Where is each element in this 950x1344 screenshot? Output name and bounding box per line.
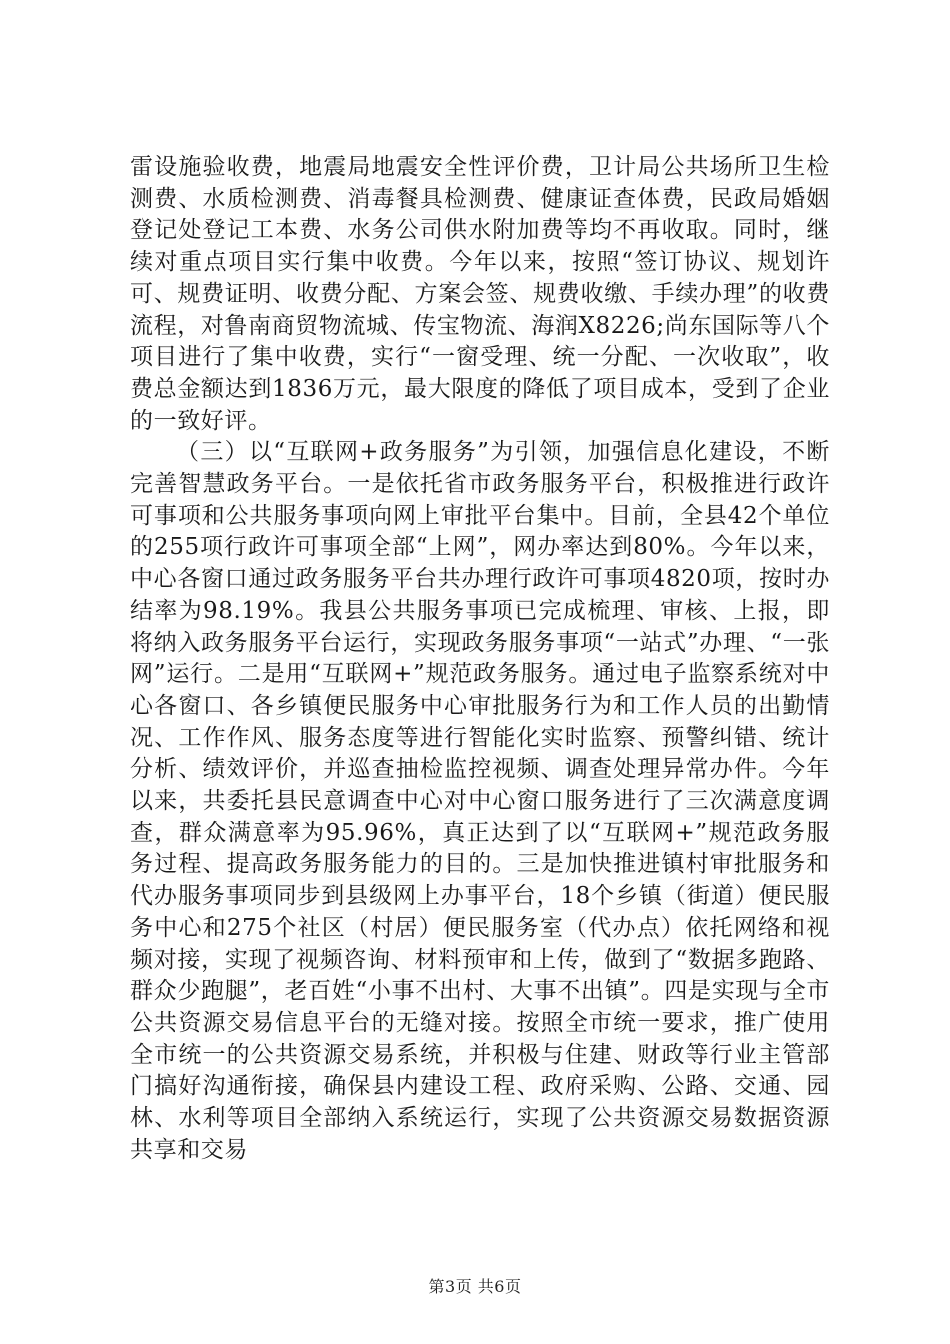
paragraph-fee-collection: 雷设施验收费，地震局地震安全性评价费，卫计局公共场所卫生检测费、水质检测费、消毒餐具检测费、健康证查体费，民政局婚姻登记处登记工本费、水务公司供水附加费等均不再收取。同时，继续对重点项目实行集中收费。今年以来，按照“签订协议、规划许可、规费证明、收费分配、方案会签、规费收缴、手续办理”的收费流程，对鲁南商贸物流城、传宝物流、海润X8226;尚东国际等八个项目进行了集中收费，实行“一窗受理、统一分配、一次收取”，收费总金额达到1836万元，最大限度的降低了项目成本，受到了企业的一致好评。 <box>130 154 830 434</box>
page-footer: 第3页 共6页 <box>428 1277 522 1296</box>
body-text <box>130 152 830 1167</box>
paragraph-internet-government-services: （三）以“互联网+政务服务”为引领，加强信息化建设，不断完善智慧政务平台。一是依托省市政务服务平台，积极推进行政许可事项和公共服务事项向网上审批平台集中。目前，全县42个单位的255项行政许可事项全部“上网”，网办率达到80%。今年以来，中心各窗口通过政务服务平台共办理行政许可事项4820项，按时办结率为98.19%。我县公共服务事项已完成梳理、审核、上报，即将纳入政务服务平台运行，实现政务服务事项“一站式”办理、“一张网”运行。二是用“互联网+”规范政务服务。通过电子监察系统对中心各窗口、各乡镇便民服务中心审批服务行为和工作人员的出勤情况、工作作风、服务态度等进行智能化实时监察、预警纠错、统计分析、绩效评价，并巡查抽检监控视频、调查处理异常办件。今年以来，共委托县民意调查中心对中心窗口服务进行了三次满意度调查，群众满意率为95.96%，真正达到了以“互联网+”规范政务服务过程、提高政务服务能力的目的。三是加快推进镇村审批服务和代办服务事项同步到县级网上办事平台，18个乡镇（街道）便民服务中心和275个社区（村居）便民服务室（代办点）依托网络和视频对接，实现了视频咨询、材料预审和上传，做到了“数据多跑路、群众少跑腿”，老百姓“小事不出村、大事不出镇”。四是实现与全市公共资源交易信息平台的无缝对接。按照全市统一要求，推广使用全市统一的公共资源交易系统，并积极与住建、财政等行业主管部门搞好沟通衔接，确保县内建设工程、政府采购、公路、交通、园林、水利等项目全部纳入系统运行，实现了公共资源交易数据资源共享和交易 <box>130 439 830 1163</box>
